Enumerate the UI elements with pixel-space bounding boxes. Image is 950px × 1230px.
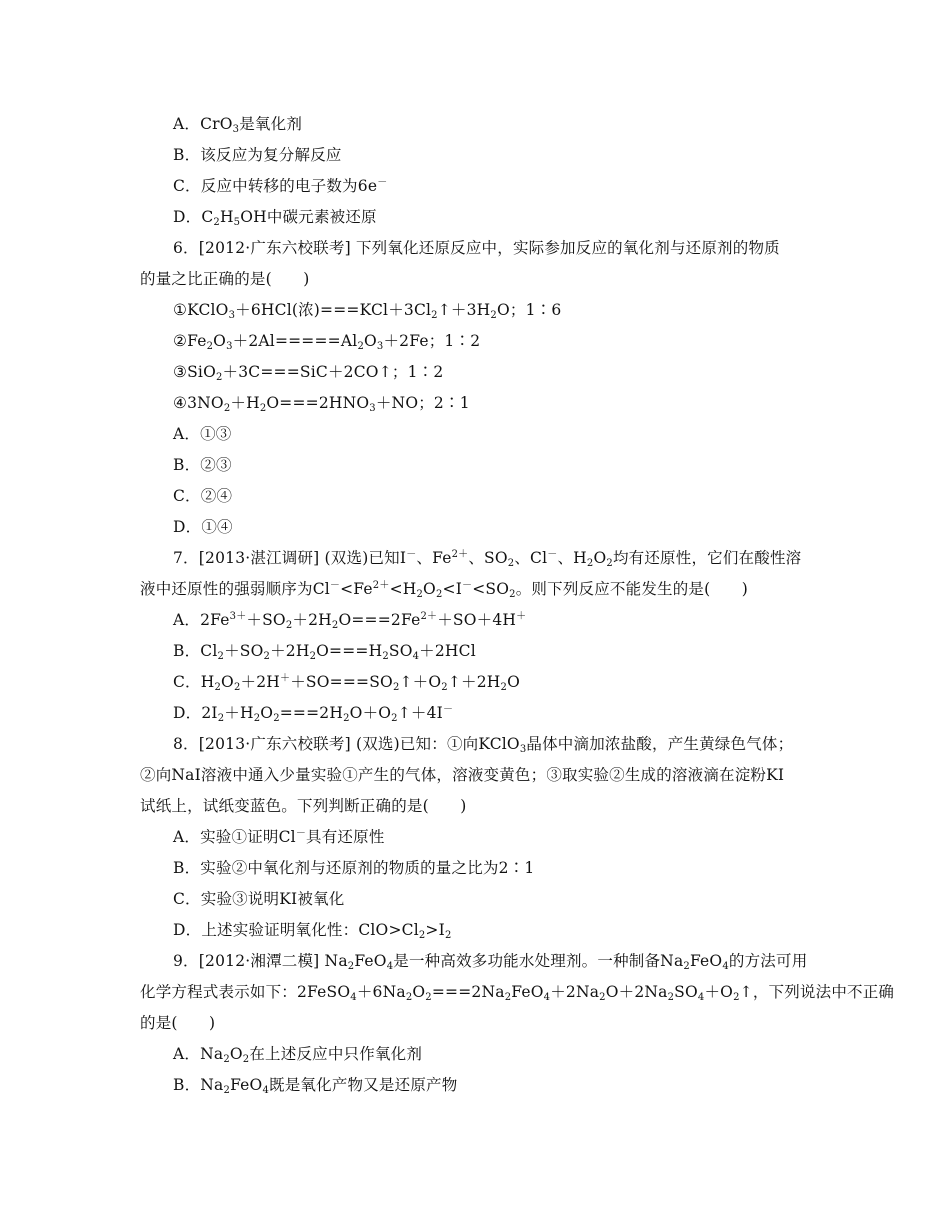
text-line-26: C．实验③说明KI被氧化: [173, 890, 345, 908]
text-line-32: B．$Na_2FeO_4$既是氧化产物又是还原产物: [173, 1076, 458, 1096]
text-line-23: 试纸上，试纸变蓝色。下列判断正确的是( ): [140, 797, 467, 815]
text-line-14: D．①④: [173, 518, 233, 536]
text-line-11: A．①③: [173, 425, 232, 443]
text-line-1: A．CrO$_3$是氧化剂: [173, 115, 303, 135]
text-line-24: A．实验①证明Cl－具有还原性: [173, 828, 385, 846]
text-line-20: D．$2I_2+H_2O_2===2H_2O+O_2↑+4I^-$: [173, 704, 454, 724]
text-line-18: B．$Cl_2+SO_2+2H_2O===H_2SO_4+2HCl$: [173, 642, 476, 662]
text-line-21: 8．[2013·广东六校联考] (双选)已知：①向KClO$_3$晶体中滴加浓盐酸，产生黄绿色气体；: [173, 735, 794, 755]
text-line-8: $②Fe_2O_3+2Al=====Al_2O_3+2Fe$；1∶2: [173, 332, 481, 352]
text-line-17: A．$2Fe^{3+}+SO_2+2H_2O===2Fe^{2+}+SO+4H^+$: [173, 611, 527, 631]
text-line-15: 7．[2013·湛江调研] (双选)已知I－、$Fe^{2+}$、$SO_2$、Cl－、$H_2O_2$均有还原性，它们在酸性溶: [173, 549, 802, 569]
text-line-25: B．实验②中氧化剂与还原剂的物质的量之比为2∶1: [173, 859, 535, 877]
text-line-12: B．②③: [173, 456, 232, 474]
text-line-3: C．反应中转移的电子数为6e－: [173, 177, 388, 195]
text-line-13: C．②④: [173, 487, 233, 505]
text-line-16: 液中还原性的强弱顺序为$Cl^-<Fe^{2+}<H_2O_2<I^-<SO_2$。则下列反应不能发生的是( ): [140, 580, 749, 600]
text-line-2: B．该反应为复分解反应: [173, 146, 342, 164]
text-line-5: 6．[2012·广东六校联考] 下列氧化还原反应中，实际参加反应的氧化剂与还原剂的物质: [173, 239, 780, 257]
text-line-7: ①KClO$_3$＋6HCl(浓)$===KCl+3Cl_2↑+3H_2O$；1∶6: [173, 301, 562, 321]
text-line-4: D．$C_2H_5OH$中碳元素被还原: [173, 208, 377, 228]
text-line-9: ③SiO$_2$＋3C===SiC＋2CO↑；1∶2: [173, 363, 444, 383]
text-line-30: 的是( ): [140, 1014, 216, 1032]
text-line-27: D．上述实验证明氧化性：$ClO>Cl_2>I_2$: [173, 921, 452, 941]
text-line-19: C．$H_2O_2+2H^++SO===SO_2↑+O_2↑+2H_2O$: [173, 673, 521, 693]
text-line-22: ②向NaI溶液中通入少量实验①产生的气体，溶液变黄色；③取实验②生成的溶液滴在淀粉KI: [140, 766, 785, 784]
text-line-28: 9．[2012·湘潭二模] $Na_2FeO_4$是一种高效多功能水处理剂。一种制备$Na_2FeO_4$的方法可用: [173, 952, 808, 972]
text-line-10: $④3NO_2+H_2O===2HNO_3+NO$；2∶1: [173, 394, 470, 414]
text-line-31: A．$Na_2O_2$在上述反应中只作氧化剂: [173, 1045, 423, 1065]
text-line-29: 化学方程式表示如下：$2FeSO_4+6Na_2O_2===2Na_2FeO_4+2Na_2O+2Na_2SO_4+O_2↑$，下列说法中不正确: [140, 983, 895, 1003]
text-line-6: 的量之比正确的是( ): [140, 270, 310, 288]
